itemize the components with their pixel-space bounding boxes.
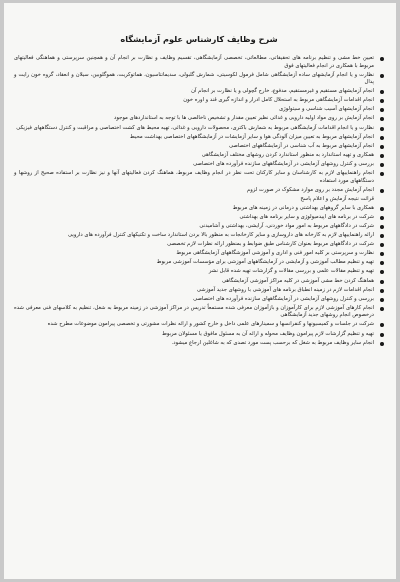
bullet-icon: [380, 270, 384, 274]
duty-item: [14, 340, 384, 348]
duty-item: [14, 268, 384, 276]
duty-text: انجام آزمایش مجدد بر روی موارد مشکوک در صورت لزوم: [246, 186, 374, 193]
duty-text: شرکت در دادگاههای مربوط بعنوان کارشناس طبق ضوابط و بمنظور ارائه نظرات لازم تخصصی: [167, 241, 374, 248]
bullet-icon: [380, 234, 384, 238]
duty-text: هماهنگ کردن خط مشی آموزشی در کلیه مراکز آموزشی آزمایشگاهی: [221, 277, 374, 284]
duty-item: [14, 161, 384, 169]
duty-text: انجام آزمایش بر روی مواد اولیه دارویی و غذائی نظیر تعیین مقدار و تشخیص ناخالصی ها با توجه به استانداردهای موجود: [114, 115, 374, 122]
duty-text: انجام کارهای آموزشی لازم برای کارآموزان و بازآموزان معرفی شده مستمعاً تدریس در مراکز آموزشی در زمینه مربوط به شغل، تنظیم به کلاسهای فنی معرفی شده درخصوص انجام روشهای جدید آزمایشگاهی: [14, 304, 374, 319]
bullet-icon: [380, 163, 384, 167]
duty-item: [14, 72, 384, 87]
bullet-icon: [380, 280, 384, 284]
bullet-icon: [380, 90, 384, 94]
duty-item: [14, 287, 384, 295]
duty-text: نظارت و سرپرستی بر کلیه امور فنی و اداری و آموزشی آموزشگاههای آزمایشگاهی مربوط: [176, 250, 374, 257]
duty-item: [14, 187, 384, 195]
bullet-icon: [380, 342, 384, 346]
duty-text: شرکت در برنامه های اپیدمیولوژی و سایر برنامه های بهداشتی: [239, 213, 374, 220]
duty-text: همکاری و تهیه استاندارد به منظور استاندارد کردن روشهای مختلف آزمایشگاهی: [201, 151, 374, 158]
duty-text: تهیه و تنظیم مقالات علمی و بررسی مقالات و گزارشات تهیه شده قابل نشر: [208, 268, 374, 275]
duty-text: انجام آزمایشهای مربوط به آب شناسی در آزمایشگاههای اختصاصی: [228, 142, 374, 149]
duty-text: همکاری با سایر گروههای بهداشتی و درمانی در زمینه های مربوط: [232, 204, 374, 211]
duty-item: [14, 143, 384, 151]
duty-item: [14, 55, 384, 70]
bullet-icon: [380, 216, 384, 220]
duty-item: [14, 223, 384, 231]
bullet-icon: [380, 323, 384, 327]
duty-item: [14, 134, 384, 142]
bullet-icon: [380, 108, 384, 112]
duty-item: [14, 152, 384, 160]
document-page: [4, 3, 396, 579]
duty-item: [14, 259, 384, 267]
bullet-icon: [380, 243, 384, 247]
duty-text: ارائه راهنماییهای لازم به کارخانه های داروسازی و سایر کارخانجات به منظور بالا بردن استاندارد ساخت و تکنیکهای کنترل فرآورده های دارویی: [68, 232, 374, 239]
bullet-icon: [380, 145, 384, 149]
duty-item: [14, 321, 384, 329]
duty-text: نظارت و یا انجام آزمایشهای ساده آزمایشگاهی شامل فرمول لکوسیتی، شمارش گلبولی، سدیمانتاسیون، هماتوکریت، هموگلوبین، سیلان و انعقاد، گروه خون رایت و پدال: [14, 71, 374, 86]
bullet-icon: [380, 207, 384, 211]
duty-item: [14, 214, 384, 222]
duty-item: [14, 232, 384, 240]
bullet-icon: [380, 261, 384, 265]
duty-text: انجام اقدامات لازم در زمینه انطباق برنامه های آموزشی با روشهای جدید آموزشی: [196, 286, 374, 293]
duty-item: [14, 305, 384, 320]
bullet-icon: [380, 225, 384, 229]
duty-item: [14, 278, 384, 286]
bullet-icon: [380, 307, 384, 311]
duty-item: [14, 241, 384, 249]
duty-text: بررسی و کنترل روشهای آزمایشی در آزمایشگاههای سازنده فرآورده های اختصاصی: [193, 295, 374, 302]
bullet-icon: [380, 127, 384, 131]
bullet-icon: [380, 136, 384, 140]
duties-list: [14, 55, 384, 347]
duty-text: قرائت نتیجه آزمایش و اعلام پاسخ: [300, 195, 374, 202]
duty-text: انجام آزمایشهای مستقیم و غیرمستقیم، مدفوع، خارج گچولی و یا نظارت بر انجام آن: [191, 88, 374, 95]
duty-text: تهیه و تنظیم مطالب آموزشی و آزمایشی در آزمایشگاههای آموزشی برای مؤسسات آموزشی مربوط: [156, 259, 374, 266]
duty-text: انجام آزمایشهای مربوط به تعیین میزان آلودگی هوا و سایر آزمایشات در آزمایشگاههای اختصاصی بهداشت محیط: [129, 133, 374, 140]
duty-item: [14, 88, 384, 96]
duty-text: انجام سایر وظایف مربوط به شغل که برحسب پست مورد تصدی که به شاغلین ارجاع میشود.: [171, 339, 374, 346]
duty-text: شرکت در دادگاههای مربوط به امور مواد خوردنی، آرایشی، بهداشتی و آشامیدنی: [199, 223, 374, 229]
bullet-icon: [380, 57, 384, 61]
duty-item: [14, 331, 384, 339]
bullet-icon: [380, 289, 384, 293]
duty-item: [14, 250, 384, 258]
duty-text: تهیه و تنظیم گزارشات لازم پیرامون وظایف محوله و ارائه آن به مسئول مافوق یا مسئولان مربوط: [162, 330, 374, 337]
bullet-icon: [380, 99, 384, 103]
bullet-icon: [380, 74, 384, 78]
duty-text: نظارت و یا انجام اقدامات آزمایشگاهی مربوط به شمارش باکتری، محصولات دارویی و غذائی، تهیه محیط های کشت اختصاصی و مراقبت و کنترل دستگاههای فیزیکی: [16, 124, 374, 131]
bullet-icon: [380, 154, 384, 158]
duty-item: [14, 125, 384, 133]
duty-item: [14, 170, 384, 185]
duty-item: [14, 205, 384, 213]
bullet-icon: [380, 333, 384, 337]
duty-text: انجام راهنماییهای لازم به کارشناسان و سایر کارکنان تحت نظر در انجام وظایف مربوط، هماهنگ کردن فعالیتهای آنها و نیز نظارت بر استفاده صحیح از روشها و دستگاههای مورد استفاده: [14, 170, 374, 184]
bullet-icon: [380, 298, 384, 302]
duty-item: [14, 115, 384, 123]
duty-text: انجام اقدامات آزمایشگاهی مربوط به استحلال کامل ادرار و اندازه گیری قند و اوره خون: [183, 97, 374, 104]
duty-text: انجام آزمایشهای آسیب شناسی و سیتولوژی: [279, 106, 374, 113]
duty-text: تعیین خط مشی و تنظیم برنامه های تحقیقاتی، مطالعاتی، تخصصی آزمایشگاهی، تقسیم وظایف و نظارت بر انجام آن و همچنین سرپرستی و هماهنگی فعالیتهای مربوط با همکاری در انجام فعالیتهای فوق: [14, 55, 374, 69]
duty-text: شرکت در جلسات و کمیسیونها و کنفرانسها و سمینارهای علمی داخل و خارج کشور و ارائه نظرات مشورتی و تخصصی پیرامون موضوعات مطرح شده: [47, 321, 374, 328]
duty-item: [14, 296, 384, 304]
bullet-icon: [380, 117, 384, 121]
bullet-icon: [380, 252, 384, 256]
duty-text: بررسی و کنترل روشهای آزمایشی در آزمایشگاههای سازنده فرآورده های اختصاصی: [193, 160, 374, 167]
bullet-icon: [380, 172, 384, 176]
bullet-icon: [380, 189, 384, 193]
duty-item: [14, 97, 384, 105]
duty-item: [14, 196, 384, 204]
duty-item: [14, 106, 384, 114]
document-title: شرح وظایف کارشناس علوم آزمایشگاه: [120, 34, 278, 44]
